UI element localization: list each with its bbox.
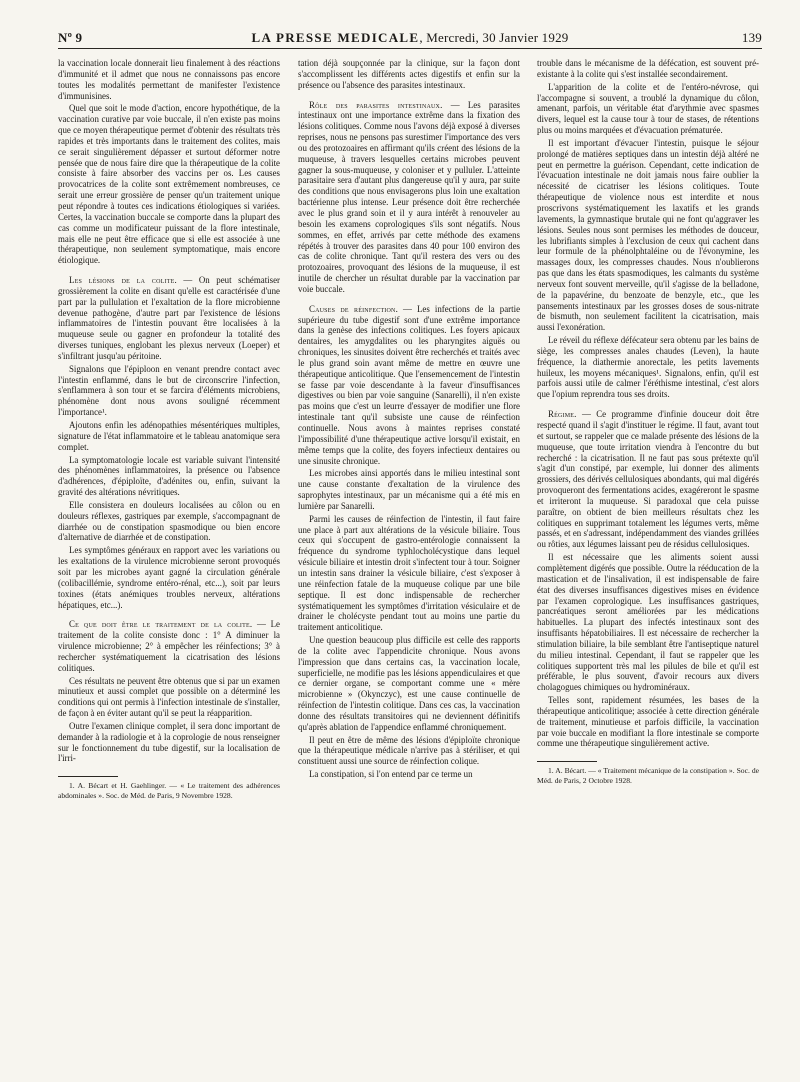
column-3 <box>537 58 759 1068</box>
section-heading-reinfection: Causes de réinfection. <box>309 303 398 314</box>
paragraph: la vaccination locale donnerait lieu finalement à des réactions d'immunité et il admet que nous ne connaissons pas encore toutes les modalités permettant de manifester l'existence d'immunisines. <box>58 58 280 101</box>
paragraph: Il est nécessaire que les aliments soient aussi complètement digérés que possible. Outre la rééducation de la mastication et de l'insalivation, il est indispensable de faire état des diverses insuffisances digestives mises en évidence par l'examen coprologique. Les insuffisances gastriques, pancréatiques seront améliorées par les médications habituelles. La plupart des infectés intestinaux sont des insuffisants hépatobiliaires. Il est nécessaire de rechercher la stimulation biliaire, la bile semblant être l'antiseptique naturel du milieu intestinal. Cependant, il faut se rappeler que les colitiques supportent très mal les pilules de bile et qu'il est préférable, le plus souvent, d'avoir recours aux divers cholagogues chimiques ou hydrominéraux. <box>537 552 759 693</box>
paragraph: Les microbes ainsi apportés dans le milieu intestinal sont une cause constante d'exaltation de la virulence des saprophytes intestinaux, par un mécanisme qui a été mis en lumière par Sanarelli. <box>298 468 520 511</box>
paragraph-text: — Les infections de la partie supérieure du tube digestif sont d'une extrême importance dans la genèse des infections colitiques. Les foyers apicaux dentaires, les amygdalites ou les pharyngites aiguës ou chroniques, les sinusites doivent être recherchés et traités avec le plus grand soin avant même de mettre en œuvre une thérapeutique anticolitique. Que l'ensemencement de l'intestin se fasse par voie descendante à la faveur d'insuffisances digestives ou bien par voie sanguine (Sanarelli), il n'en existe pas moins que c'est un leurre d'essayer de modifier une flore intestinale tant qu'il subsiste une cause de réinfection continuelle. Nous avons à maintes reprises constaté l'impossibilité d'une thérapeutique active lorsqu'il existait, en même temps que la colite, des foyers infectieux dentaires ou une sinusite chronique. <box>298 303 520 466</box>
footnote: 1. A. Bécart. — « Traitement mécanique de la constipation ». Soc. de Méd. de Paris, 2 Octobre 1928. <box>537 766 759 785</box>
paragraph-text: — On peut schématiser grossièrement la colite en disant qu'elle est caractérisée d'une part par la pullulation et l'exaltation de la flore microbienne devenue pathogène, d'autre part par l'existence de lésions inflammatoires de l'intestin pouvant être localisées à la muqueuse seule ou gagner en profondeur la totalité des diverses tuniques, englobant les plexus nerveux (Loeper) et s'infiltrant jusqu'au péritoine. <box>58 275 280 361</box>
paragraph: Une question beaucoup plus difficile est celle des rapports de la colite avec l'appendicite chronique. Nous avons l'impression que dans certains cas, la vaccination locale, superficielle, ne modifie pas les lésions appendiculaires et que ce dernier organe, se comportant comme une « mère microbienne » (Okynczyc), est une cause continuelle de réinfection de l'intestin colitique. Dans ces cas, la vaccination donne des résultats transitoires qui ne deviennent définitifs qu'après ablation de l'appendice enflammé chroniquement. <box>298 635 520 732</box>
paragraph: L'apparition de la colite et de l'entéro-névrose, qui l'accompagne si souvent, a troublé la dynamique du côlon, amenant, parfois, un véritable état d'arythmie avec spasmes divers, lequel est la cause tour à tour de stases, de rétentions plus ou moins marquées et d'évacuation prématurée. <box>537 81 759 136</box>
section-paragraph <box>58 619 280 673</box>
running-title <box>58 30 762 46</box>
section-heading-parasites: Rôle des parasites intestinaux. <box>309 99 443 110</box>
paragraph: Elle consistera en douleurs localisées au côlon ou en douleurs réflexes, gastriques par exemple, s'accompagnant de diarrhée ou de constipation spasmodique ou bien encore d'alternative de diarrhée et de constipation. <box>58 499 280 543</box>
paragraph: Le réveil du réflexe défécateur sera obtenu par les bains de siège, les compresses anales chaudes (Leven), la haute fréquence, la diathermie anorectale, les petits lavements huileux, les moyens mécaniques¹. Signalons, enfin, qu'il est parfois aussi utile de calmer l'éréthisme intestinal, c'est alors que l'opium reprendra tous ses droits. <box>537 335 759 400</box>
page-number: 139 <box>741 30 762 45</box>
paragraph: Ajoutons enfin les adénopathies mésentériques multiples, signature de l'état inflammatoire et le tableau anatomique sera complet. <box>58 420 280 452</box>
paragraph: Outre l'examen clinique complet, il sera donc important de demander à la radiologie et à la coprologie de nous renseigner sur le fonctionnement du tube digestif, sur la localisation de l'irri- <box>58 720 280 764</box>
paragraph: Ces résultats ne peuvent être obtenus que si par un examen minutieux et aussi complet que possible on a déterminé les conditions qui ont permis à l'infection intestinale de s'installer, de façon à en éviter autant qu'il se peut la réapparition. <box>58 675 280 719</box>
section-heading-regime: Régime. <box>548 409 577 420</box>
paragraph: La constipation, si l'on entend par ce terme un <box>309 769 473 780</box>
page-header <box>58 26 762 49</box>
section-paragraph <box>298 100 520 295</box>
paragraph: trouble dans le mécanisme de la défécation, est souvent pré-existante à la colite qui s'est installée secondairement. <box>537 58 759 79</box>
footnote: 1. A. Bécart et H. Gaehlinger. — « Le traitement des adhérences abdominales ». Soc. de Méd. de Paris, 9 Novembre 1928. <box>58 781 280 800</box>
paragraph: Parmi les causes de réinfection de l'intestin, il faut faire une place à part aux altérations de la vésicule biliaire. Tous ceux qui s'occupent de gastro-entérologie connaissent la fréquence du syndrome typhlocholécystique dans lequel vésicule biliaire et intestin droit s'infectent tour à tour. Soigner un intestin sans drainer la vésicule biliaire, c'est s'exposer à une réinfection fatale de la muqueuse colique par une bile septique. Il est donc indispensable de rechercher systématiquement les symptômes d'irritation vésiculaire et de drainer le cholécyste pendant tout au moins une partie du traitement anticolitique. <box>298 513 520 633</box>
paragraph: Il peut en être de même des lésions d'épiploïte chronique que la thérapeutique médicale n'arrive pas à stériliser, et qui constituent aussi une source de réinfection colique. <box>298 734 520 767</box>
issue-number: Nº 9 <box>58 30 83 45</box>
section-paragraph <box>537 409 759 550</box>
paragraph: Les symptômes généraux en rapport avec les variations ou les exaltations de la virulence microbienne seront provoqués soit par les microbes ayant gagné la circulation générale (colibacillémie, syndrome entéro-rénal, etc...), soit par leurs toxines (états anémiques troubles nerveux, altérations hépatiques, etc...). <box>58 545 280 610</box>
section-paragraph <box>58 275 280 362</box>
paragraph-text: — Le traitement de la colite consiste donc : 1° A diminuer la virulence microbienne; 2° à empêcher les réinfections; 3° à rechercher systématiquement la cicatrisation des lésions colitiques. <box>58 619 280 673</box>
paragraph: Signalons que l'épiploon en venant prendre contact avec l'intestin enflammé, dans le but de circonscrire l'infection, s'enflammera à son tour et se farcira d'éléments microbiens, phénomène dont nous avons souligné récemment l'importance¹. <box>58 363 280 418</box>
paragraph: Quel que soit le mode d'action, encore hypothétique, de la vaccination curative par voie buccale, il n'en existe pas moins que ce moyen thérapeutique permet d'obtenir des résultats très rapides et très importants dans le traitement des colites, mais ce serait singulièrement dépasser et surtout déformer notre pensée que de nous faire dire que la thérapeutique de la colite consiste à faire absorber des vaccins per os. Les causes provocatrices de la colite sont extrêmement nombreuses, ce serait une erreur grossière de penser qu'un traitement unique peut répondre à toutes ces indications étiologiques si variées. Certes, la vaccination buccale se comporte dans la plupart des cas comme un modificateur puissant de la flore intestinale, mais elle ne peut être efficace que si elle est associée à une thérapeutique, non seulement symptomatique, mais encore étiologique. <box>58 103 280 266</box>
paragraph: La symptomatologie locale est variable suivant l'intensité des phénomènes inflammatoires, la présence ou l'absence d'adhérences, d'épiploïte, d'adénites ou, enfin, suivant la gravité des altérations névritiques. <box>58 454 280 498</box>
column-2 <box>298 58 520 1068</box>
footnote-separator <box>58 776 118 777</box>
section-heading-lesions: Les lésions de la colite. <box>69 275 177 286</box>
paragraph: tation déjà soupçonnée par la clinique, sur la façon dont s'accomplissent les différents actes digestifs et enfin sur la présence ou l'absence des parasites intestinaux. <box>298 58 520 90</box>
section-paragraph <box>298 304 520 467</box>
section-heading-traitement: Ce que doit être le traitement de la colite. <box>69 619 253 630</box>
column-1 <box>58 58 280 1068</box>
paragraph-text: — Les parasites intestinaux ont une importance extrême dans la fixation des lésions colitiques. Comme nous l'avons déjà exposé à diverses reprises, nous ne pensons pas surestimer l'importance des vers ou des protozoaires en affirmant qu'ils créent des lésions de la muqueuse, à travers lesquelles certains microbes peuvent gagner la sous-muqueuse, y coloniser et y pulluler. L'atteinte parasitaire sera d'autant plus dangereuse qu'il y aura, par suite des conditions que nous envisagerons plus loin une exaltation bactérienne plus intense. Leur présence doit être recherchée avec le plus grand soin et il y aura intérêt à renouveler au besoin les examens coprologiques s'ils sont négatifs. Nous sommes, en effet, arrivés par cette méthode des examens répétés à trouver des parasites dans 40 pour 100 environ des cas de colite chronique. Tant qu'il restera des vers ou des protozoaires, provoquant des lésions de la muqueuse, il est inutile de chercher un résultat durable par la vaccination par voie buccale. <box>298 99 520 294</box>
journal-name: LA PRESSE MEDICALE <box>251 30 420 45</box>
issue-date: , Mercredi, 30 Janvier 1929 <box>419 30 569 45</box>
footnote-separator <box>537 761 597 762</box>
paragraph-text: — Ce programme d'infinie douceur doit être respecté quand il s'agit d'instituer le régime. Il faut, avant tout et surtout, se rappeler que ce malade présente des lésions de la muqueuse, que toute irritation viendra à l'encontre du but recherché : la cicatrisation. Il ne faut pas sous prétexte qu'il s'agit d'un constipé, par exemple, lui donner des aliments grossiers, des dérivés cellulosiques abondants, qui mal digérés provoqueront des fermentations acides, exagéreront le spasme et irriteront la muqueuse. Si paradoxal que cela puisse paraître, on obtient de bien meilleurs résultats chez les colitiques en supprimant totalement les légumes verts, même passés, et en s'adressant, indépendamment des viandes grillées ou rôties, aux légumes laissant peu de résidus cellulosiques. <box>537 409 759 550</box>
paragraph: Telles sont, rapidement résumées, les bases de la thérapeutique anticolitique; associée à cette direction générale de traitement, minutieuse et parfois difficile, la vaccination par voie buccale en modifiant la flore intestinale se comporte comme une thérapeutique singulièrement active. <box>537 695 759 749</box>
paragraph: Il est important d'évacuer l'intestin, puisque le séjour prolongé de matières septiques dans un intestin déjà altéré ne peut en permettre la guérison. Cependant, cette indication de l'évacuation intestinale ne doit jamais nous faire oublier la nécessité de cicatriser les lésions colitiques. Toute thérapeutique de violence nous est interdite et nous proscrivons systématiquement les laxatifs et les grands lavements, la gymnastique brutale qui ne font qu'aggraver les lésions. Seules nous sont permises les méthodes de douceur, les lubrifiants simples à l'exclusion de ceux qui cachent dans leur formule de la phénolphtaléine ou de l'évonymine, les massages doux, les compresses chaudes. Nous n'oublierons pas que dans les états spasmodiques, les calmants du système nerveux font souvent merveille, qu'il s'agisse de la belladone, de la papavérine, du benzoate de benzyle, etc., que les pansements intestinaux par les grosses doses de sous-nitrate de bismuth, non seulement facilitent la cicatrisation, mais aussi l'exonération. <box>537 137 759 333</box>
